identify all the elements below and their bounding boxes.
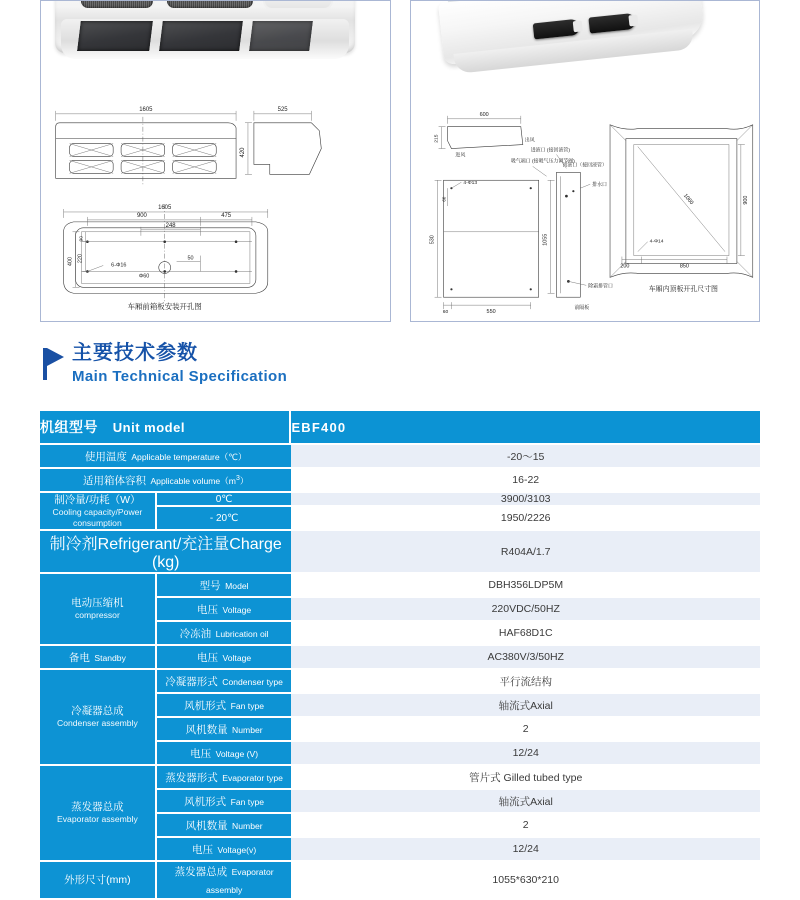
row-condenser-type-value: 平行流结构 bbox=[291, 670, 760, 694]
row-cooling-0c-value: 3900/3103 bbox=[291, 493, 760, 507]
row-cooling-m20c-value: 1950/2226 bbox=[291, 507, 760, 531]
row-applicable-temperature-value: -20～15 bbox=[291, 445, 760, 469]
label-cn: 风机形式 bbox=[184, 796, 227, 808]
label-out-air: 出风 bbox=[524, 138, 535, 144]
drawing-right-title: 车厢内顶板开孔尺寸图 bbox=[648, 286, 718, 294]
row-applicable-volume-label bbox=[40, 469, 291, 493]
section-title-cn: 主要技术参数 bbox=[72, 342, 198, 364]
group-compressor-label bbox=[40, 574, 157, 646]
dim-side-height: 420 bbox=[239, 147, 246, 158]
ac-unit-front-illustration bbox=[55, 1, 355, 87]
group-label-cn: 冷凝器总成 bbox=[71, 705, 124, 717]
label-cn: 风机数量 bbox=[185, 820, 228, 832]
table-row bbox=[40, 646, 760, 670]
spec-table-body bbox=[40, 411, 760, 900]
table-row bbox=[40, 445, 760, 469]
row-condenser-voltage-value: 12/24 bbox=[291, 742, 760, 766]
label-cn: 适用箱体容积 bbox=[82, 475, 146, 487]
table-row bbox=[40, 574, 760, 598]
technical-drawing-left bbox=[41, 97, 390, 321]
dim-plan-height: 400 bbox=[67, 256, 74, 267]
dim-plan-475: 475 bbox=[221, 212, 232, 219]
row-cooling-0c-label: 0℃ bbox=[157, 493, 292, 507]
dim-d200: 200 bbox=[619, 263, 629, 270]
label-en: Voltage (V) bbox=[215, 749, 259, 759]
group-label-en: compressor bbox=[74, 610, 120, 620]
dim-d550: 550 bbox=[486, 309, 496, 316]
row-lubrication-oil-label bbox=[157, 622, 292, 646]
row-standby-voltage-value: AC380V/3/50HZ bbox=[291, 646, 760, 670]
header-unit-model-cell bbox=[40, 411, 291, 445]
row-standby-voltage-label bbox=[157, 646, 292, 670]
group-label-en: Condenser assembly bbox=[57, 718, 138, 728]
row-condenser-fan-number-value: 2 bbox=[291, 718, 760, 742]
dim-hole-note: 6-Φ16 bbox=[111, 262, 127, 269]
dim-d60-top: 60 bbox=[440, 196, 446, 202]
label-discharge-port: 吸气端口 (接吸气压力调节阀) bbox=[510, 159, 575, 165]
table-row bbox=[40, 493, 760, 507]
table-header-row bbox=[40, 411, 760, 445]
row-condenser-voltage-label bbox=[157, 742, 292, 766]
group-label-cn: 电动压缩机 bbox=[71, 597, 124, 609]
group-standby-label bbox=[40, 646, 157, 670]
dim-h215: 215 bbox=[434, 134, 440, 143]
row-evaporator-assembly-label bbox=[157, 862, 292, 900]
label-partition: 前隔板 bbox=[573, 306, 589, 312]
row-evaporator-voltage-label bbox=[157, 838, 292, 862]
table-row bbox=[40, 469, 760, 493]
label-cn: 冷凝器形式 bbox=[165, 676, 218, 688]
row-condenser-fan-type-label bbox=[157, 694, 292, 718]
label-en: Voltage bbox=[222, 605, 252, 615]
label-en: Applicable $volume(m^3)$ bbox=[150, 475, 249, 486]
label-en: Fan type bbox=[230, 797, 265, 807]
row-cooling-m20c-label: - 20℃ bbox=[157, 507, 292, 531]
table-row bbox=[40, 862, 760, 900]
group-label-cn: 备电 bbox=[68, 652, 90, 664]
label-en: Condenser type bbox=[222, 677, 283, 687]
label-cn: 电压 bbox=[197, 652, 219, 664]
row-evaporator-type-label bbox=[157, 766, 292, 790]
product-photo-front bbox=[41, 1, 390, 97]
row-evaporator-voltage-value: 12/24 bbox=[291, 838, 760, 862]
label-en: Number bbox=[232, 821, 263, 831]
panel-left bbox=[40, 0, 391, 322]
dim-d1060: 1060 bbox=[681, 192, 694, 207]
dim-d850: 850 bbox=[679, 263, 689, 270]
drawing-left-title: 车厢前箱板安装开孔图 bbox=[127, 302, 202, 312]
dim-d530: 530 bbox=[429, 235, 436, 245]
row-compressor-model-value: DBH356LDP5M bbox=[291, 574, 760, 598]
header-model-value: EBF400 bbox=[291, 411, 760, 445]
row-compressor-model-label bbox=[157, 574, 292, 598]
label-cn: 电压 bbox=[197, 604, 219, 616]
dim-hole13: 4-Φ13 bbox=[462, 181, 477, 187]
row-evaporator-fan-type-label bbox=[157, 790, 292, 814]
group-label-en: Standby bbox=[94, 653, 126, 663]
row-evaporator-assembly-value: 1055*630*210 bbox=[291, 862, 760, 900]
flag-marker-icon bbox=[40, 346, 66, 382]
label-cn: 型号 bbox=[199, 580, 221, 592]
dim-plan-90: 90 bbox=[79, 235, 85, 242]
group-condenser-label bbox=[40, 670, 157, 766]
label-cn: 蒸发器形式 bbox=[165, 772, 218, 784]
label-return-port: 回液口（接回液管） bbox=[561, 163, 607, 169]
label-cn: 蒸发器总成 bbox=[174, 866, 228, 878]
row-condenser-type-label bbox=[157, 670, 292, 694]
row-evaporator-type-value: 管片式 Gilled tubed type bbox=[291, 766, 760, 790]
row-applicable-temperature-label bbox=[40, 445, 291, 469]
label-en: Fan type bbox=[230, 701, 265, 711]
dim-plan-220: 220 bbox=[77, 254, 84, 264]
dim-hole14: 4-Φ14 bbox=[649, 239, 664, 245]
label-cn: 使用温度 bbox=[84, 451, 127, 463]
product-photo-angled bbox=[411, 1, 760, 97]
dim-plan-900: 900 bbox=[136, 212, 147, 219]
label-en: Evaporator type bbox=[222, 773, 283, 783]
product-image-panels bbox=[40, 0, 760, 322]
group-label-cn: 制冷量/功耗（W） bbox=[54, 493, 141, 506]
group-label-en: Cooling capacity/Power consumption bbox=[52, 506, 143, 528]
dim-plan-50: 50 bbox=[187, 255, 194, 262]
row-compressor-voltage-value: 220VDC/50HZ bbox=[291, 598, 760, 622]
label-in-air-top: 进风 bbox=[454, 153, 465, 159]
spec-table bbox=[40, 411, 760, 900]
label-en: Number bbox=[232, 725, 263, 735]
label-suction-port-cn: 进液口 (接回液管) bbox=[530, 148, 570, 154]
group-cooling-capacity-label bbox=[40, 493, 157, 531]
row-condenser-fan-type-value: 轴流式Axial bbox=[291, 694, 760, 718]
label-drain-port: 排水口 bbox=[591, 183, 607, 189]
label-en: Lubrication oil bbox=[215, 629, 269, 639]
group-label-en: Evaporator assembly bbox=[57, 814, 138, 824]
label-en: Voltage(v) bbox=[217, 845, 257, 855]
header-unit-model-en: Unit model bbox=[112, 420, 185, 435]
label-en: Applicable temperature（℃） bbox=[131, 452, 247, 462]
dim-d60-bottom: 60 bbox=[442, 310, 448, 316]
dim-top-width: 1605 bbox=[139, 106, 153, 113]
row-applicable-volume-value: 16-22 bbox=[291, 469, 760, 493]
dim-w600: 600 bbox=[479, 111, 489, 118]
dim-plan-width: 1605 bbox=[158, 205, 172, 211]
label-defrost-pipe: 除霜排管口 bbox=[587, 284, 613, 290]
dim-plan-248: 248 bbox=[165, 222, 176, 229]
group-label-cn: 外形尺寸(mm) bbox=[64, 873, 131, 886]
row-evaporator-fan-number-value: 2 bbox=[291, 814, 760, 838]
panel-right bbox=[410, 0, 761, 322]
table-row bbox=[40, 670, 760, 694]
row-refrigerant-value: R404A/1.7 bbox=[291, 531, 760, 574]
section-heading bbox=[40, 340, 760, 387]
row-evaporator-fan-type-value: 轴流式Axial bbox=[291, 790, 760, 814]
group-evaporator-label bbox=[40, 766, 157, 862]
table-row bbox=[40, 766, 760, 790]
dim-d900: 900 bbox=[742, 195, 749, 205]
group-label-cn: 蒸发器总成 bbox=[71, 801, 124, 813]
label-cn: 电压 bbox=[192, 844, 214, 856]
table-row bbox=[40, 531, 760, 574]
row-evaporator-fan-number-label bbox=[157, 814, 292, 838]
label-en: Voltage bbox=[222, 653, 252, 663]
group-dimensions-label bbox=[40, 862, 157, 900]
technical-drawing-right bbox=[411, 97, 760, 321]
dim-d1055: 1055 bbox=[542, 233, 549, 246]
section-title-en: Main Technical Specification bbox=[72, 368, 288, 385]
row-compressor-voltage-label bbox=[157, 598, 292, 622]
label-cn: 风机数量 bbox=[185, 724, 228, 736]
ac-unit-angled-illustration bbox=[433, 1, 717, 97]
dim-hole-note2: Φ60 bbox=[138, 273, 150, 280]
label-en: Model bbox=[225, 581, 249, 591]
row-refrigerant-label: 制冷剂Refrigerant/充注量Charge (kg) bbox=[40, 531, 291, 574]
label-cn: 风机形式 bbox=[184, 700, 227, 712]
dim-side-width: 525 bbox=[277, 106, 288, 113]
label-cn: 电压 bbox=[190, 748, 212, 760]
label-cn: 冷冻油 bbox=[179, 628, 212, 640]
label-en: Evaporator assembly bbox=[205, 867, 274, 895]
row-lubrication-oil-value: HAF68D1C bbox=[291, 622, 760, 646]
header-unit-model-cn: 机组型号 bbox=[40, 419, 98, 435]
row-condenser-fan-number-label bbox=[157, 718, 292, 742]
